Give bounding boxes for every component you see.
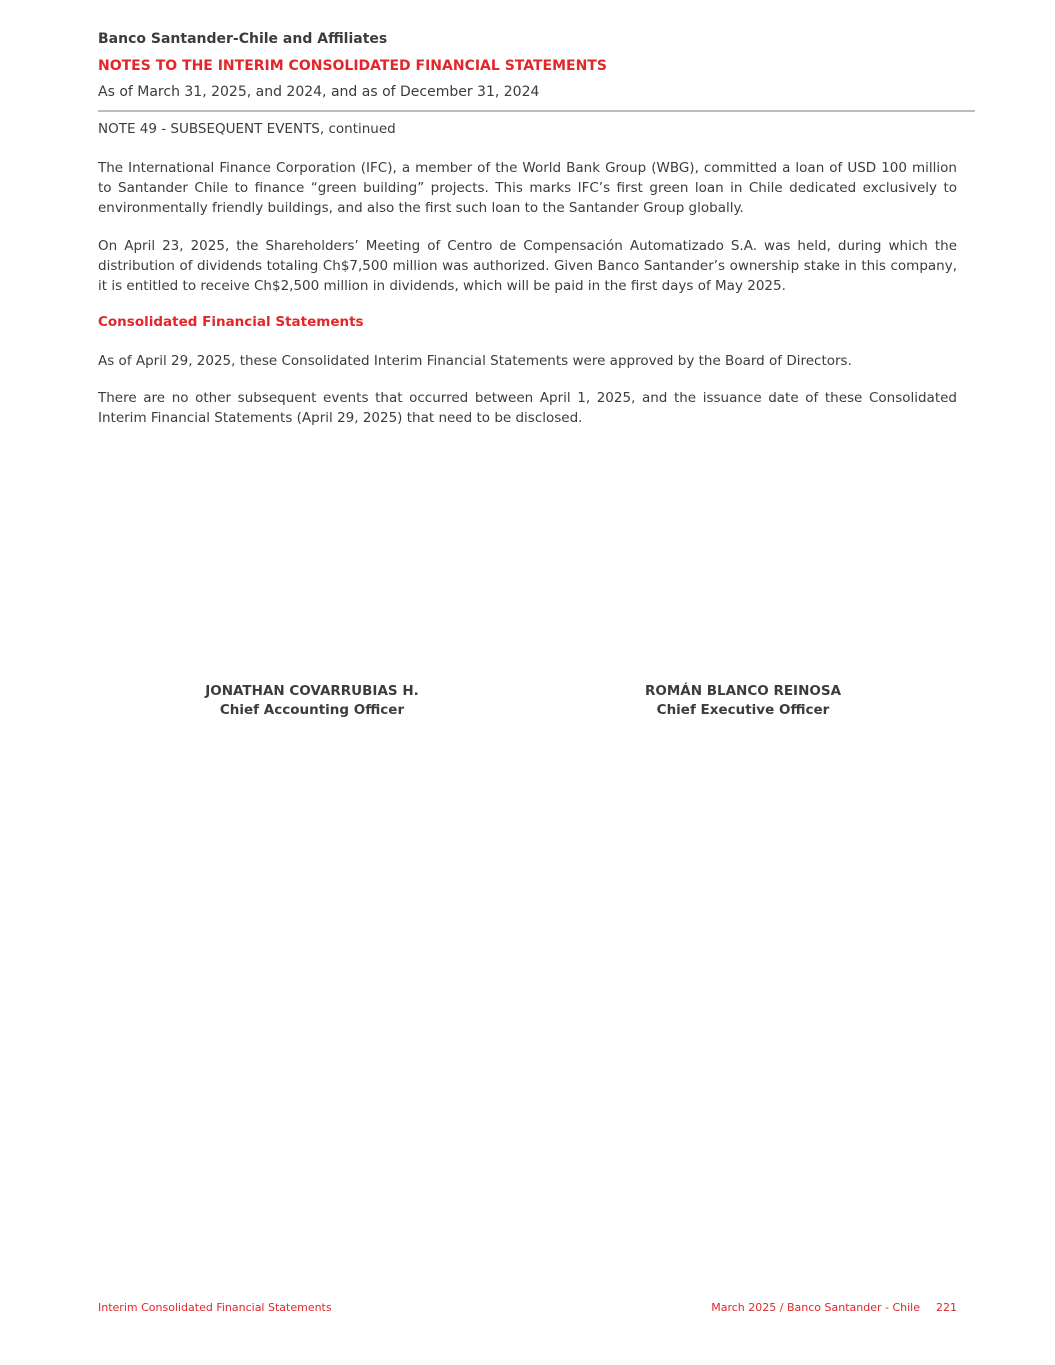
paragraph-ifc-loan: The International Finance Corporation (IFC), a member of the World Bank Group (WBG), committed a loan of USD 100 million to Santander Chile to finance “green building” projects. This marks IFC’s first green loan in Chile dedicated exclusively to environmentally friendly buildings, and also the first such loan to the Santander Group globally. (98, 160, 957, 216)
signatory-title: Chief Accounting Officer (219, 702, 405, 718)
paragraph-approval: As of April 29, 2025, these Consolidated Interim Financial Statements were approved by the Board of Directors. (98, 353, 852, 369)
signatory-name: ROMÁN BLANCO REINOSA (644, 683, 842, 699)
footer-document-title: Interim Consolidated Financial Statements (98, 1301, 332, 1314)
notes-title: NOTES TO THE INTERIM CONSOLIDATED FINANCIAL STATEMENTS (98, 58, 607, 74)
note-heading: NOTE 49 - SUBSEQUENT EVENTS, continued (98, 121, 396, 137)
signature-block-executive (593, 682, 893, 720)
page-number: 221 (936, 1301, 957, 1314)
as-of-date: As of March 31, 2025, and 2024, and as of December 31, 2024 (98, 84, 540, 100)
paragraph-no-other-events: There are no other subsequent events that occurred between April 1, 2025, and the issuance date of these Consolidated Interim Financial Statements (April 29, 2025) that need to be disclosed. (98, 390, 957, 426)
header-divider (98, 110, 975, 112)
footer-right (711, 1301, 957, 1314)
footer-period: March 2025 / Banco Santander - Chile (711, 1301, 920, 1314)
signature-block-accounting (162, 682, 462, 720)
signatory-name: JONATHAN COVARRUBIAS H. (205, 683, 419, 699)
company-name: Banco Santander-Chile and Affiliates (98, 31, 388, 47)
signatory-title: Chief Executive Officer (656, 702, 830, 718)
section-title: Consolidated Financial Statements (98, 314, 364, 330)
paragraph-dividends: On April 23, 2025, the Shareholders’ Meeting of Centro de Compensación Automatizado S.A. was held, during which the distribution of dividends totaling Ch$7,500 million was authorized. Given Banco Santander’s ownership stake in this company, it is entitled to receive Ch$2,500 million in dividends, which will be paid in the first days of May 2025. (98, 238, 957, 294)
